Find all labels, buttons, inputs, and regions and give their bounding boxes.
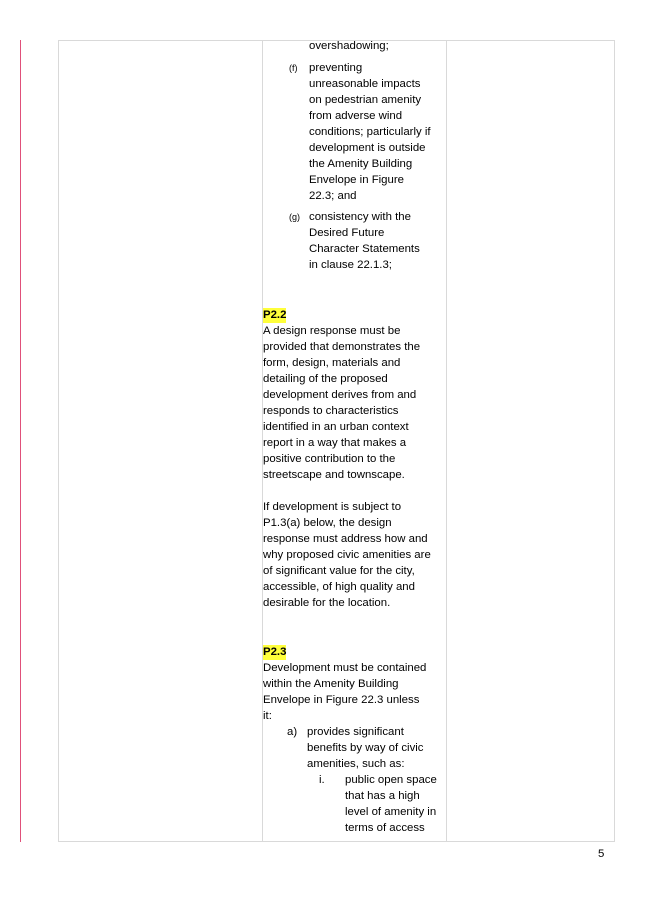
list-marker: i.	[319, 774, 325, 786]
list-marker: a)	[287, 726, 298, 738]
section-heading-p2-3: P2.3	[263, 646, 287, 658]
p2-2-paragraph-1: A design response must be provided that demonstrates the form, design, materials and detailing of the proposed development derives from and responds to characteristics identified in an urban context report in a way that makes a positive contribution to the streetscape and townscape.	[263, 325, 421, 481]
section-p2-2	[263, 307, 445, 611]
p2-3-intro: Development must be contained within the Amenity Building Envelope in Figure 22.3 unless it:	[263, 662, 427, 722]
page-number: 5	[598, 848, 605, 860]
section-heading-p2-2: P2.2	[263, 309, 287, 321]
section-p2-3	[263, 644, 445, 836]
list-item-text: public open space that has a high level of amenity in terms of access	[345, 774, 437, 834]
revision-change-bar	[20, 40, 21, 842]
list-marker: (g)	[289, 212, 300, 222]
list-item-continuation	[289, 38, 445, 54]
table-column-divider-2	[446, 41, 447, 841]
performance-criteria-cell	[263, 38, 445, 836]
list-item-g	[289, 209, 445, 273]
p2-2-paragraph-2: If development is subject to P1.3(a) below, the design response must address how and why proposed civic amenities are of significant value for the city, accessible, of high quality and desirable for the location.	[263, 501, 431, 609]
list-item-text: overshadowing;	[309, 40, 389, 52]
list-item-text: provides significant benefits by way of civic amenities, such as:	[307, 726, 424, 770]
list-item-f	[289, 60, 445, 204]
list-item-text: consistency with the Desired Future Character Statements in clause 22.1.3;	[309, 211, 420, 271]
list-marker: (f)	[289, 63, 298, 73]
list-item-text: preventing unreasonable impacts on pedestrian amenity from adverse wind conditions; particularly if development is outside the Amenity Building Envelope in Figure 22.3; and	[309, 62, 431, 202]
p2-3-item-a	[287, 724, 445, 772]
p2-3-item-i	[319, 772, 445, 836]
